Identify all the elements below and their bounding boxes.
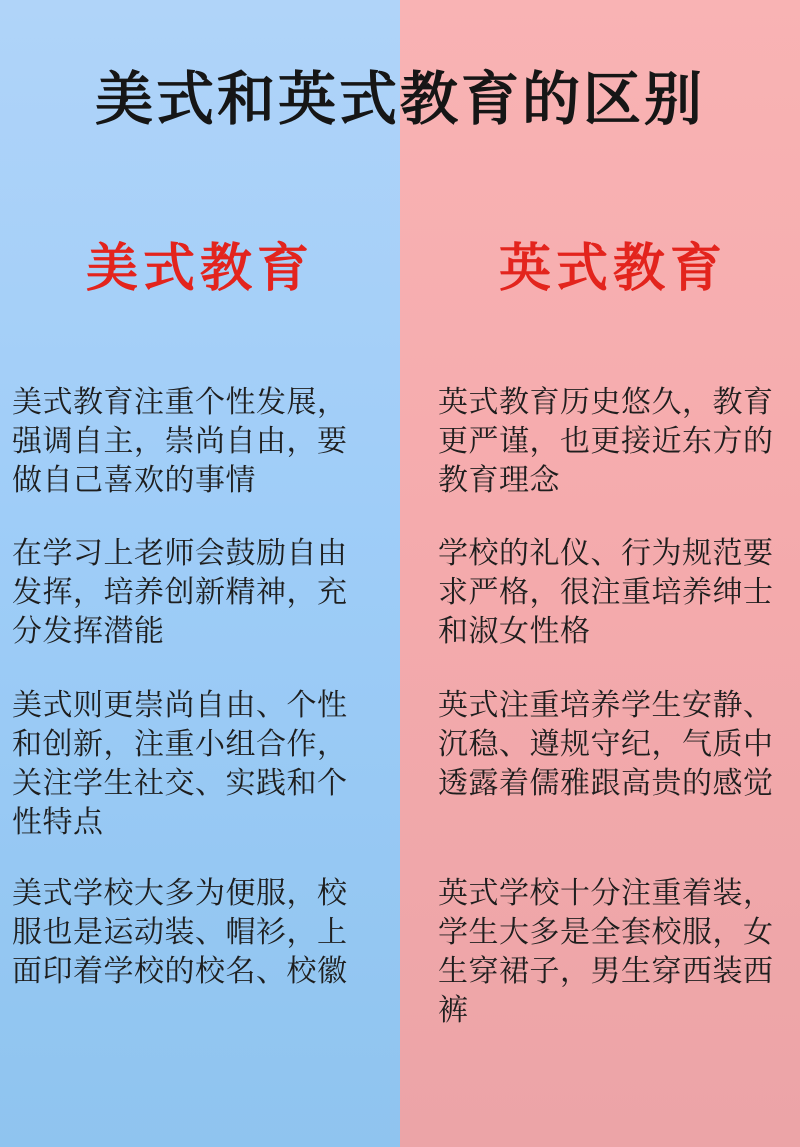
british-paragraph-history: 英式教育历史悠久，教育更严谨，也更接近东方的教育理念 (438, 386, 774, 497)
american-paragraph-freedom: 美式则更崇尚自由、个性和创新，注重小组合作，关注学生社交、实践和个性特点 (12, 689, 348, 839)
american-column-heading: 美式教育 (85, 240, 314, 298)
british-column-heading: 英式教育 (498, 240, 727, 298)
british-paragraph-uniform: 英式学校十分注重着装，学生大多是全套校服，女生穿裙子，男生穿西装西裤 (438, 877, 774, 1027)
british-education-column (400, 0, 800, 1147)
american-paragraph-uniform: 美式学校大多为便服，校服也是运动装、帽衫，上面印着学校的校名、校徽 (12, 877, 348, 988)
american-paragraph-teachers: 在学习上老师会鼓励自由发挥，培养创新精神，充分发挥潜能 (12, 537, 348, 648)
poster-title: 美式和英式教育的区别 (94, 67, 705, 132)
british-paragraph-temperament: 英式注重培养学生安静、沉稳、遵规守纪，气质中透露着儒雅跟高贵的感觉 (438, 689, 774, 800)
british-paragraph-etiquette: 学校的礼仪、行为规范要求严格，很注重培养绅士和淑女性格 (438, 537, 774, 648)
american-paragraph-personality: 美式教育注重个性发展，强调自主，崇尚自由，要做自己喜欢的事情 (12, 386, 348, 497)
